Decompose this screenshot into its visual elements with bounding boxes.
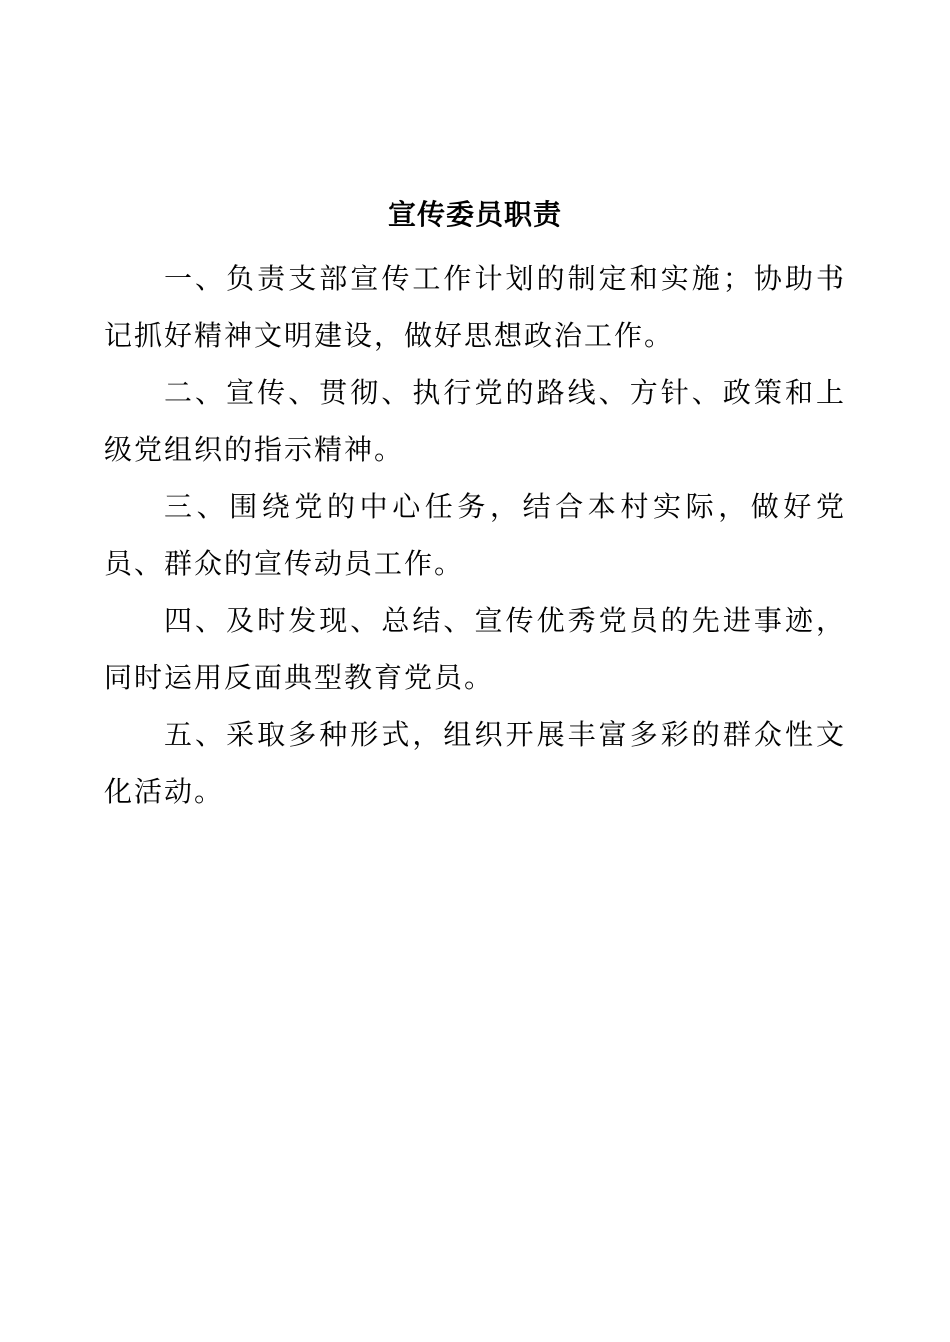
duty-paragraph-2: 二、宣传、贯彻、执行党的路线、方针、政策和上级党组织的指示精神。	[104, 376, 846, 466]
duty-paragraph-5: 五、采取多种形式，组织开展丰富多彩的群众性文化活动。	[104, 718, 846, 808]
duty-paragraph-3: 三、围绕党的中心任务，结合本村实际，做好党员、群众的宣传动员工作。	[104, 490, 846, 580]
document-title: 宣传委员职责	[387, 198, 562, 231]
duty-paragraph-1: 一、负责支部宣传工作计划的制定和实施；协助书记抓好精神文明建设，做好思想政治工作。	[104, 262, 846, 352]
duty-paragraph-4: 四、及时发现、总结、宣传优秀党员的先进事迹，同时运用反面典型教育党员。	[104, 604, 846, 694]
document-body	[104, 250, 846, 820]
